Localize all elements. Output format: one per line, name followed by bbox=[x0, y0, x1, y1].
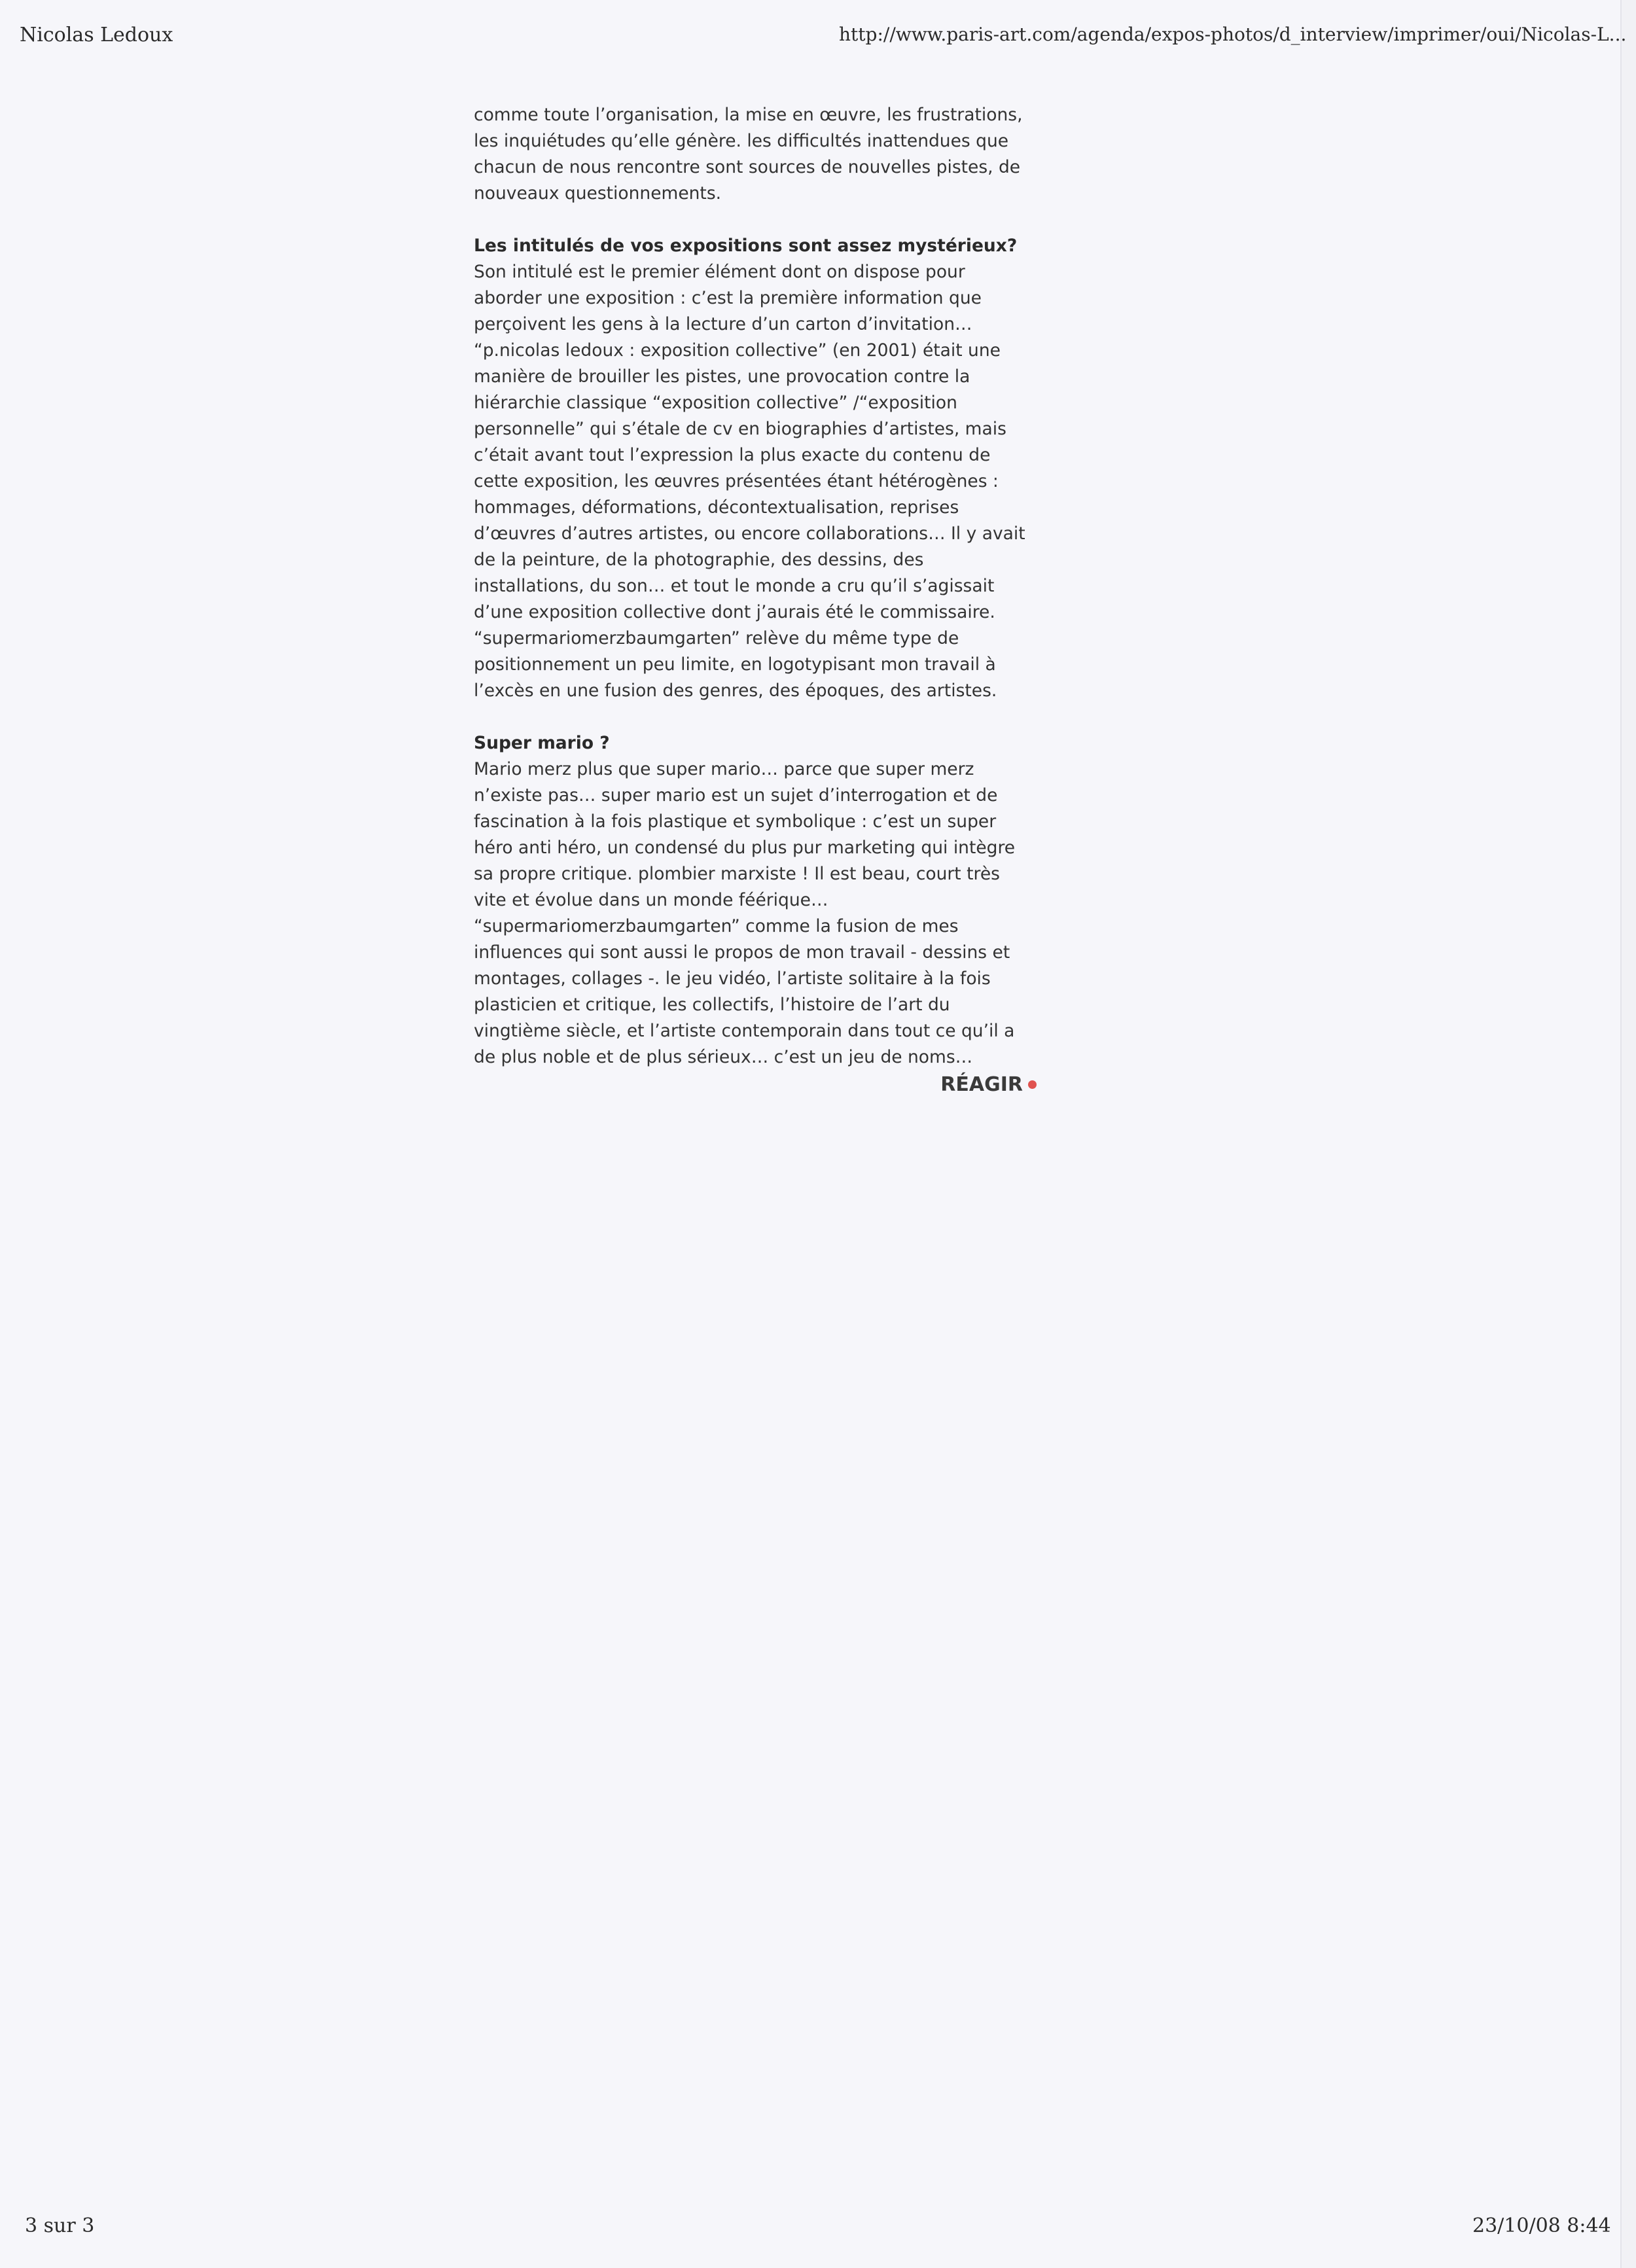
print-header-url: http://www.paris-art.com/agenda/expos-photos/d_interview/imprimer/oui/Nicolas-L... bbox=[839, 24, 1627, 45]
interview-article bbox=[474, 102, 1037, 1099]
intro-paragraph: comme toute l’organisation, la mise en œuvre, les frustrations, les inquiétudes qu’elle génère. les difficultés inattendues que chacun de nous rencontre sont sources de nouvelles pistes, de nouveaux questionnements. bbox=[474, 105, 1023, 204]
page-count: 3 sur 3 bbox=[25, 2214, 95, 2237]
answer-titles: Son intitulé est le premier élément dont on dispose pour aborder une exposition : c’est la première information que perçoivent les gens à la lecture d’un carton d’invitation… “p.nicolas ledoux : exposition collective” (en 2001) était une manière de brouiller les pistes, une provocation contre la hiérarchie classique “exposition collective” /“exposition personnelle” qui s’étale de cv en biographies d’artistes, mais c’était avant tout l’expression la plus exacte du contenu de cette exposition, les œuvres présentées étant hétérogènes : hommages, déformations, décontextualisation, reprises d’œuvres d’autres artistes, ou encore collaborations… Il y avait de la peinture, de la photographie, des dessins, des installations, du son… et tout le monde a cru qu’il s’agissait d’une exposition collective dont j’aurais été le commissaire. “supermariomerzbaumgarten” relève du même type de positionnement un peu limite, en logotypisant mon travail à l’excès en une fusion des genres, des époques, des artistes. bbox=[474, 262, 1025, 701]
question-super-mario: Super mario ? bbox=[474, 733, 610, 753]
react-link[interactable] bbox=[474, 1071, 1037, 1099]
question-titles: Les intitulés de vos expositions sont assez mystérieux? bbox=[474, 236, 1018, 256]
answer-super-mario: Mario merz plus que super mario… parce que super merz n’existe pas… super mario est un sujet d’interrogation et de fascination à la fois plastique et symbolique : c’est un super héro anti héro, un condensé du plus pur marketing qui intègre sa propre critique. plombier marxiste ! Il est beau, court très vite et évolue dans un monde féérique… “supermariomerzbaumgarten” comme la fusion de mes influences qui sont aussi le propos de mon travail - dessins et montages, collages -. le jeu vidéo, l’artiste solitaire à la fois plasticien et critique, les collectifs, l’histoire de l’art du vingtième siècle, et l’artiste contemporain dans tout ce qu’il a de plus noble et de plus sérieux… c’est un jeu de noms… bbox=[474, 759, 1016, 1067]
bullet-dot-icon bbox=[1028, 1080, 1037, 1089]
print-datetime: 23/10/08 8:44 bbox=[1472, 2214, 1611, 2237]
react-label[interactable]: RÉAGIR bbox=[940, 1073, 1023, 1096]
print-header-title: Nicolas Ledoux bbox=[20, 24, 173, 46]
